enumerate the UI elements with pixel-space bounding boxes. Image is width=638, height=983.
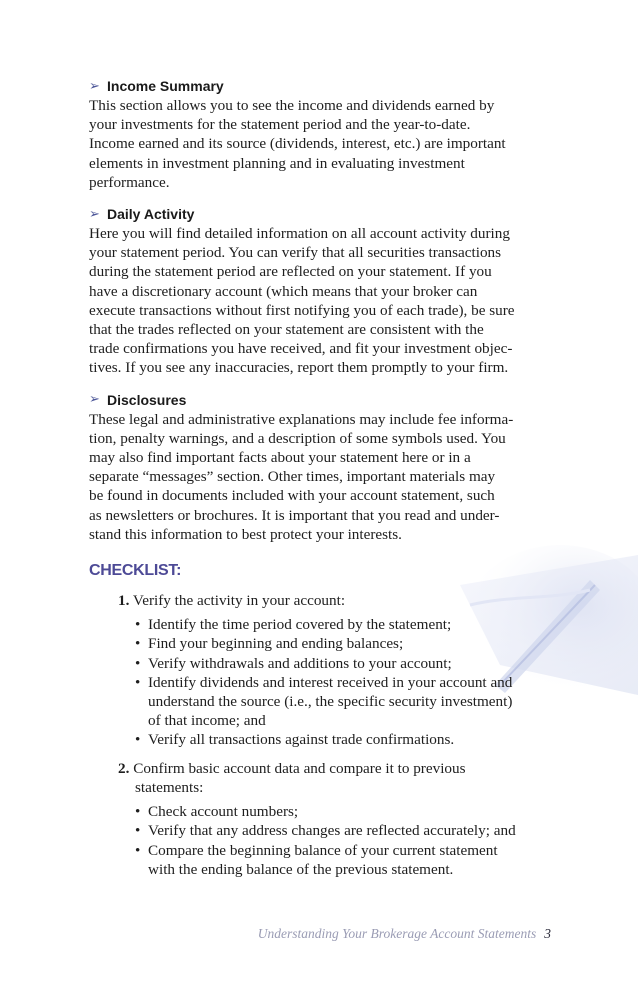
- body-text-line: may also find important facts about your statement here or in a: [89, 449, 471, 467]
- body-text-line: trade confirmations you have received, and fit your investment objec-: [89, 340, 513, 358]
- bullet-list: [135, 802, 551, 879]
- bullet-icon: •: [135, 635, 141, 653]
- bullet-text: Verify withdrawals and additions to your account;: [148, 654, 452, 672]
- body-text-line: that the trades reflected on your statement are consistent with the: [89, 321, 484, 339]
- section-heading: [89, 76, 551, 96]
- checklist-item-line: [118, 591, 551, 610]
- section-income-summary: [89, 76, 551, 192]
- item-text: Confirm basic account data and compare it to previous: [133, 759, 466, 777]
- checklist-item: [118, 591, 551, 750]
- checklist-title: CHECKLIST:: [89, 562, 182, 580]
- page-footer: [0, 926, 551, 942]
- bullet-item: [135, 841, 551, 879]
- footer-title: Understanding Your Brokerage Account Statements: [257, 926, 537, 941]
- bullet-text: Identify dividends and interest received in your account and: [148, 673, 513, 691]
- sections-container: [89, 76, 551, 544]
- bullet-text: Verify all transactions against trade confirmations.: [148, 731, 455, 749]
- bullet-icon: •: [135, 731, 141, 749]
- body-text-line: tives. If you see any inaccuracies, report them promptly to your firm.: [89, 359, 509, 377]
- body-text-line: your statement period. You can verify that all securities transactions: [89, 244, 502, 262]
- body-text-line: These legal and administrative explanations may include fee informa-: [89, 410, 514, 428]
- body-text-line: performance.: [89, 173, 170, 191]
- body-text-line: Income earned and its source (dividends, interest, etc.) are important: [89, 135, 506, 153]
- bullet-text: of that income; and: [148, 712, 266, 730]
- body-text-line: have a discretionary account (which means that your broker can: [89, 282, 478, 300]
- item-number: 1.: [118, 592, 130, 610]
- body-text-line: stand this information to best protect your interests.: [89, 525, 402, 543]
- body-text-line: elements in investment planning and in evaluating investment: [89, 154, 465, 172]
- bullet-item: [135, 821, 551, 840]
- page-content: [89, 76, 551, 879]
- bullet-icon: •: [135, 841, 141, 859]
- body-text-line: Here you will find detailed information on all account activity during: [89, 225, 510, 243]
- body-text-line: your investments for the statement period and the year-to-date.: [89, 116, 471, 134]
- arrowhead-icon: ➢: [89, 392, 100, 408]
- body-text-line: separate “messages” section. Other times, important materials may: [89, 468, 496, 486]
- body-text-line: tion, penalty warnings, and a description of some symbols used. You: [89, 429, 506, 447]
- checklist-item-line: [118, 778, 551, 797]
- body-text-line: execute transactions without first notifying you of each trade), be sure: [89, 301, 515, 319]
- bullet-item: [135, 634, 551, 653]
- section-heading: [89, 390, 551, 410]
- bullet-text: Identify the time period covered by the statement;: [148, 616, 452, 634]
- bullet-list: [135, 615, 551, 749]
- checklist-item: [118, 759, 551, 879]
- arrowhead-icon: ➢: [89, 206, 100, 222]
- arrowhead-icon: ➢: [89, 78, 100, 94]
- bullet-text: Compare the beginning balance of your current statement: [148, 841, 498, 859]
- item-text: Verify the activity in your account:: [132, 592, 346, 610]
- bullet-text: Find your beginning and ending balances;: [148, 635, 404, 653]
- section-daily-activity: [89, 204, 551, 378]
- page-number: 3: [544, 926, 551, 941]
- bullet-item: [135, 673, 551, 731]
- bullet-text: with the ending balance of the previous statement.: [148, 860, 454, 878]
- bullet-icon: •: [135, 673, 141, 691]
- bullet-item: [135, 615, 551, 634]
- body-text-line: This section allows you to see the income and dividends earned by: [89, 97, 495, 114]
- bullet-text: Verify that any address changes are reflected accurately; and: [148, 822, 516, 840]
- bullet-icon: •: [135, 654, 141, 672]
- bullet-text: Check account numbers;: [148, 803, 299, 821]
- bullet-item: [135, 730, 551, 749]
- bullet-text: understand the source (i.e., the specific security investment): [148, 693, 513, 711]
- bullet-icon: •: [135, 803, 141, 821]
- section-title: Income Summary: [107, 78, 224, 94]
- item-number: 2.: [118, 759, 130, 777]
- item-text: statements:: [135, 778, 204, 796]
- checklist-items: [89, 591, 551, 879]
- bullet-item: [135, 654, 551, 673]
- checklist: [89, 562, 551, 879]
- section-title: Disclosures: [107, 391, 187, 408]
- section-disclosures: [89, 390, 551, 544]
- body-text-line: during the statement period are reflected on your statement. If you: [89, 263, 492, 281]
- section-title: Daily Activity: [107, 206, 195, 223]
- bullet-icon: •: [135, 822, 141, 840]
- bullet-item: [135, 802, 551, 821]
- section-heading: [89, 204, 551, 224]
- body-text-line: as newsletters or brochures. It is important that you read and under-: [89, 506, 500, 524]
- body-text-line: be found in documents included with your account statement, such: [89, 487, 495, 505]
- bullet-icon: •: [135, 616, 141, 634]
- checklist-item-line: [118, 759, 551, 778]
